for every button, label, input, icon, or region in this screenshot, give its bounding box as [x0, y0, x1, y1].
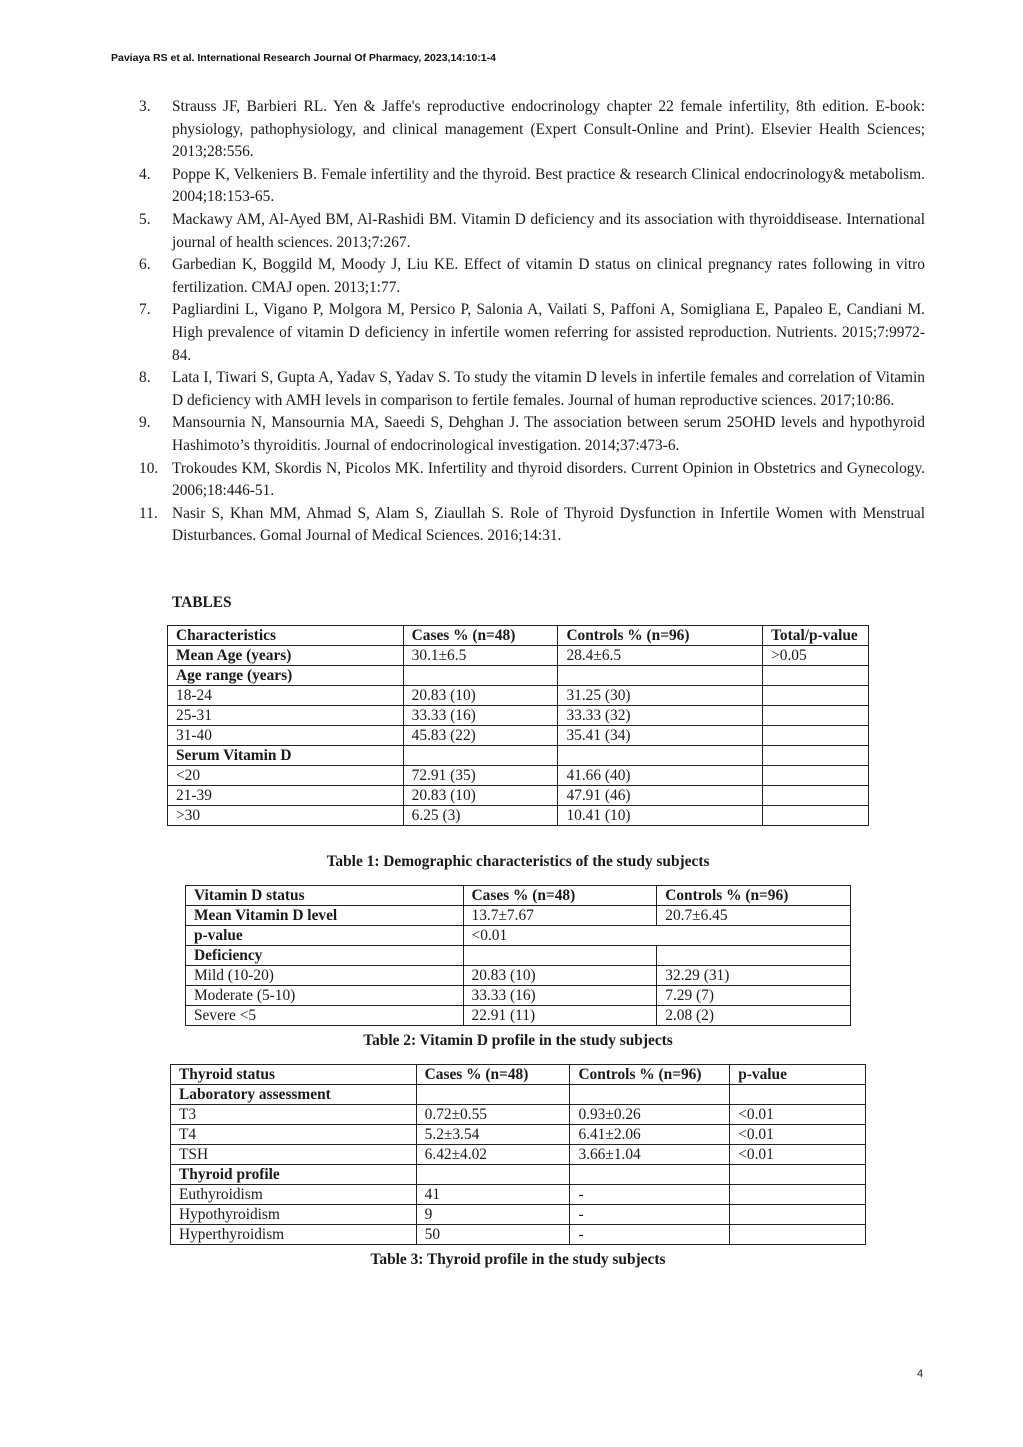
table-row	[186, 946, 851, 966]
table-cell: 9	[416, 1205, 570, 1225]
reference-item	[139, 164, 925, 209]
table-row	[171, 1165, 866, 1185]
table-cell: -	[570, 1225, 730, 1245]
table-cell	[416, 1165, 570, 1185]
table-row	[171, 1085, 866, 1105]
table2-caption: Table 2: Vitamin D profile in the study subjects	[363, 1032, 673, 1049]
table-cell: 18-24	[168, 686, 404, 706]
table-cell	[730, 1165, 866, 1185]
table-row	[168, 686, 869, 706]
reference-number: 5.	[139, 210, 151, 228]
table-cell: Serum Vitamin D	[168, 746, 404, 766]
table-cell: 31.25 (30)	[558, 686, 763, 706]
table-cell: 47.91 (46)	[558, 786, 763, 806]
table-cell: 2.08 (2)	[657, 1006, 851, 1026]
reference-item	[139, 412, 925, 457]
table-header-row	[186, 886, 851, 906]
table-cell: 35.41 (34)	[558, 726, 763, 746]
table-cell: 45.83 (22)	[403, 726, 558, 746]
reference-text: Mackawy AM, Al-Ayed BM, Al-Rashidi BM. Vitamin D deficiency and its association with thyroiddisease. International journal of health sciences. 2013;7:267.	[172, 210, 925, 251]
table-cell: 32.29 (31)	[657, 966, 851, 986]
reference-item	[139, 254, 925, 299]
table-cell	[463, 946, 657, 966]
table-row	[168, 706, 869, 726]
table-cell: >0.05	[763, 646, 869, 666]
table-row	[171, 1125, 866, 1145]
table-cell: 20.83 (10)	[403, 786, 558, 806]
table-cell	[403, 746, 558, 766]
table-cell: 0.93±0.26	[570, 1105, 730, 1125]
table-cell: 6.25 (3)	[403, 806, 558, 826]
table-cell: 20.7±6.45	[657, 906, 851, 926]
table-cell	[763, 766, 869, 786]
table-cell: 41	[416, 1185, 570, 1205]
table-row	[186, 986, 851, 1006]
table-row	[186, 926, 851, 946]
table-cell: 21-39	[168, 786, 404, 806]
reference-number: 6.	[139, 256, 151, 274]
table-header-row	[171, 1065, 866, 1085]
table-cell: Moderate (5-10)	[186, 986, 464, 1006]
table-cell: T3	[171, 1105, 417, 1125]
reference-number: 3.	[139, 98, 151, 115]
table-cell	[403, 666, 558, 686]
table1-caption: Table 1: Demographic characteristics of the study subjects	[326, 853, 710, 870]
table-row	[171, 1205, 866, 1225]
table-cell: <0.01	[463, 926, 850, 946]
reference-number: 11.	[139, 504, 158, 522]
reference-item	[139, 503, 925, 548]
running-header: Paviaya RS et al. International Research Journal Of Pharmacy, 2023,14:10:1-4	[111, 52, 496, 64]
table-row	[168, 786, 869, 806]
reference-item	[139, 458, 925, 503]
table-cell: 10.41 (10)	[558, 806, 763, 826]
table-cell: 33.33 (16)	[463, 986, 657, 1006]
table-header-cell: Thyroid status	[171, 1065, 417, 1085]
table-cell: 0.72±0.55	[416, 1105, 570, 1125]
table-cell	[763, 686, 869, 706]
table-cell: 25-31	[168, 706, 404, 726]
table-cell	[730, 1205, 866, 1225]
table-cell: Hypothyroidism	[171, 1205, 417, 1225]
table-demographics	[167, 625, 869, 826]
reference-item	[139, 209, 925, 254]
page-number: 4	[917, 1368, 924, 1380]
table-cell: Hyperthyroidism	[171, 1225, 417, 1245]
table-cell	[570, 1085, 730, 1105]
table-cell: 33.33 (16)	[403, 706, 558, 726]
table-cell: 41.66 (40)	[558, 766, 763, 786]
table-header-cell: Controls % (n=96)	[570, 1065, 730, 1085]
table-header-row	[168, 626, 869, 646]
table-cell: 7.29 (7)	[657, 986, 851, 1006]
table-header-cell: Cases % (n=48)	[463, 886, 657, 906]
table-cell: 28.4±6.5	[558, 646, 763, 666]
table-header-cell: Vitamin D status	[186, 886, 464, 906]
table-cell: <0.01	[730, 1105, 866, 1125]
table-row	[186, 966, 851, 986]
reference-number: 8.	[139, 369, 151, 387]
table-cell: -	[570, 1185, 730, 1205]
table-row	[168, 646, 869, 666]
table-cell	[570, 1165, 730, 1185]
table-header-cell: Total/p-value	[763, 626, 869, 646]
reference-text: Trokoudes KM, Skordis N, Picolos MK. Infertility and thyroid disorders. Current Opinion in Obstetrics and Gynecology. 2006;18:446-51.	[172, 459, 925, 500]
reference-number: 10.	[139, 459, 159, 477]
table-cell: TSH	[171, 1145, 417, 1165]
table-cell	[763, 726, 869, 746]
table-cell	[763, 806, 869, 826]
table-cell: 50	[416, 1225, 570, 1245]
table-cell: Euthyroidism	[171, 1185, 417, 1205]
table-cell	[730, 1225, 866, 1245]
reference-text: Nasir S, Khan MM, Ahmad S, Alam S, Ziaullah S. Role of Thyroid Dysfunction in Infertile Women with Menstrual Disturbances. Gomal Journal of Medical Sciences. 2016;14:31.	[172, 504, 925, 545]
reference-item	[139, 299, 925, 367]
table-cell: 22.91 (11)	[463, 1006, 657, 1026]
reference-text: Mansournia N, Mansournia MA, Saeedi S, Dehghan J. The association between serum 25OHD levels and hypothyroid Hashimoto’s thyroiditis. Journal of endocrinological investigation. 2014;37:473-6.	[172, 414, 925, 454]
table-cell	[558, 746, 763, 766]
table-row	[168, 746, 869, 766]
table-cell: <0.01	[730, 1145, 866, 1165]
table-header-cell: p-value	[730, 1065, 866, 1085]
reference-text: Pagliardini L, Vigano P, Molgora M, Persico P, Salonia A, Vailati S, Paffoni A, Somigliana E, Papaleo E, Candiani M. High prevalence of vitamin D deficiency in infertile women referring for assisted reproduction. Nutrients. 2015;7:9972-84.	[172, 301, 925, 364]
reference-number: 7.	[139, 301, 151, 319]
reference-text: Strauss JF, Barbieri RL. Yen & Jaffe's reproductive endocrinology chapter 22 female infertility, 8th edition. E-book: physiology, pathophysiology, and clinical management (Expert Consult-Online and Print). Elsevier Health Sciences; 2013;28:556.	[172, 98, 925, 161]
table-cell	[558, 666, 763, 686]
reference-number: 4.	[139, 165, 151, 183]
table-vitamin-d	[185, 885, 851, 1026]
table-cell: Severe <5	[186, 1006, 464, 1026]
table-row	[171, 1225, 866, 1245]
reference-number: 9.	[139, 414, 151, 432]
table-row	[168, 726, 869, 746]
table-cell	[657, 946, 851, 966]
table-cell: Thyroid profile	[171, 1165, 417, 1185]
table-row	[168, 666, 869, 686]
table-header-cell: Cases % (n=48)	[416, 1065, 570, 1085]
reference-item	[139, 96, 925, 164]
table-header-cell: Characteristics	[168, 626, 404, 646]
section-title: TABLES	[172, 594, 232, 611]
table-row	[186, 1006, 851, 1026]
table-cell	[416, 1085, 570, 1105]
table-cell: 72.91 (35)	[403, 766, 558, 786]
table3-caption: Table 3: Thyroid profile in the study subjects	[370, 1251, 666, 1268]
table-cell: T4	[171, 1125, 417, 1145]
table-cell	[763, 666, 869, 686]
table-row	[171, 1185, 866, 1205]
table-row	[168, 806, 869, 826]
table-cell: 20.83 (10)	[463, 966, 657, 986]
reference-text: Lata I, Tiwari S, Gupta A, Yadav S, Yadav S. To study the vitamin D levels in infertile females and correlation of Vitamin D deficiency with AMH levels in comparison to fertile females. Journal of human reproductive sciences. 2017;10:86.	[172, 369, 925, 409]
table-cell: 5.2±3.54	[416, 1125, 570, 1145]
table-cell: 33.33 (32)	[558, 706, 763, 726]
table-cell: 6.41±2.06	[570, 1125, 730, 1145]
table-row	[171, 1145, 866, 1165]
table-cell: Age range (years)	[168, 666, 404, 686]
table-cell: 13.7±7.67	[463, 906, 657, 926]
table-cell	[730, 1185, 866, 1205]
reference-text: Poppe K, Velkeniers B. Female infertility and the thyroid. Best practice & research Clinical endocrinology& metabolism. 2004;18:153-65.	[172, 165, 925, 206]
table-cell	[763, 786, 869, 806]
table-row	[171, 1105, 866, 1125]
reference-list	[139, 96, 925, 548]
table-cell: 30.1±6.5	[403, 646, 558, 666]
table-cell: <0.01	[730, 1125, 866, 1145]
table-cell: 3.66±1.04	[570, 1145, 730, 1165]
table-cell	[763, 746, 869, 766]
reference-text: Garbedian K, Boggild M, Moody J, Liu KE. Effect of vitamin D status on clinical pregnancy rates following in vitro fertilization. CMAJ open. 2013;1:77.	[172, 256, 925, 296]
table-cell: Deficiency	[186, 946, 464, 966]
table-cell: Mean Age (years)	[168, 646, 404, 666]
table-cell: <20	[168, 766, 404, 786]
table-cell: p-value	[186, 926, 464, 946]
table-cell	[730, 1085, 866, 1105]
table-header-cell: Controls % (n=96)	[657, 886, 851, 906]
table-row	[168, 766, 869, 786]
table-cell	[763, 706, 869, 726]
table-cell: >30	[168, 806, 404, 826]
reference-item	[139, 367, 925, 412]
table-cell: Mild (10-20)	[186, 966, 464, 986]
table-cell: 31-40	[168, 726, 404, 746]
table-cell: -	[570, 1205, 730, 1225]
table-cell: Laboratory assessment	[171, 1085, 417, 1105]
table-row	[186, 906, 851, 926]
table-thyroid	[170, 1064, 866, 1245]
table-header-cell: Cases % (n=48)	[403, 626, 558, 646]
table-cell: Mean Vitamin D level	[186, 906, 464, 926]
table-cell: 6.42±4.02	[416, 1145, 570, 1165]
table-header-cell: Controls % (n=96)	[558, 626, 763, 646]
table-cell: 20.83 (10)	[403, 686, 558, 706]
